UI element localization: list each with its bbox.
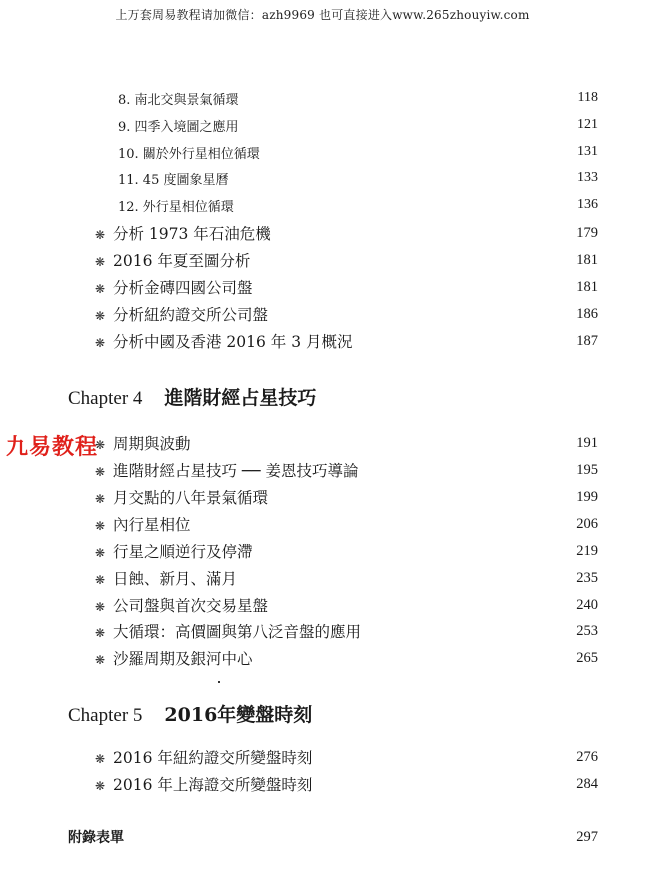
toc-item[interactable]: [95, 274, 598, 300]
header-banner: 上万套周易教程请加微信：azh9969 也可直接进入www.265zhouyiw.com: [115, 8, 530, 22]
toc-item-label: 沙羅周期及銀河中心: [113, 650, 253, 668]
bullet-icon: ❋: [95, 573, 106, 587]
toc-page-number: 253: [576, 622, 598, 639]
chapter-title: 2016年變盤時刻: [164, 704, 313, 726]
toc-item[interactable]: [95, 771, 598, 797]
toc-item[interactable]: [95, 457, 598, 483]
toc-item[interactable]: [95, 618, 598, 644]
toc-page-number: 121: [577, 117, 598, 132]
toc-page-number: 179: [576, 224, 598, 241]
toc-item[interactable]: [95, 538, 598, 564]
toc-item[interactable]: [95, 645, 598, 671]
toc-page-number: 187: [576, 332, 598, 349]
toc-item-label: 日蝕、新月、滿月: [113, 570, 238, 588]
toc-page-number: 195: [576, 461, 598, 478]
chapter-heading[interactable]: [68, 383, 316, 410]
toc-item[interactable]: [95, 484, 598, 510]
chapter-title: 進階財經占星技巧: [164, 387, 317, 409]
toc-page-number: 181: [576, 251, 598, 268]
toc-item-label: 行星之順逆行及停滯: [113, 543, 253, 561]
appendix-label: 附錄表單: [68, 830, 124, 846]
toc-subitem[interactable]: [118, 85, 598, 111]
toc-item-label: 分析中國及香港 2016 年 3 月概況: [113, 333, 353, 351]
bullet-icon: ❋: [95, 255, 106, 269]
bullet-icon: ❋: [95, 465, 106, 479]
toc-item[interactable]: [95, 328, 598, 354]
bullet-icon: ❋: [95, 626, 106, 640]
toc-subitem[interactable]: [118, 165, 598, 191]
toc-page-number: 240: [576, 596, 598, 613]
toc-page-number: 265: [576, 649, 598, 666]
toc-page-number: 235: [576, 569, 598, 586]
toc-item-label: 周期與波動: [113, 435, 191, 453]
toc-item[interactable]: [95, 592, 598, 618]
toc-page-number: 199: [576, 488, 598, 505]
bullet-icon: ❋: [95, 779, 106, 793]
toc-item-label: 分析紐約證交所公司盤: [113, 306, 269, 324]
chapter-number: Chapter 4: [68, 388, 143, 409]
toc-item-label: 分析金磚四國公司盤: [113, 279, 253, 297]
toc-page-number: 284: [576, 775, 598, 792]
chapter-number: Chapter 5: [68, 705, 143, 726]
toc-page-number: 181: [576, 278, 598, 295]
toc-subitem[interactable]: [118, 192, 598, 218]
toc-subitem-label: 9. 四季入境圖之應用: [118, 119, 239, 135]
toc-subitem-label: 11. 45 度圖象星曆: [118, 172, 229, 188]
toc-page-number: 136: [577, 197, 598, 212]
toc-item[interactable]: [95, 220, 598, 246]
bullet-icon: ❋: [95, 752, 106, 766]
toc-item-label: 公司盤與首次交易星盤: [113, 597, 269, 615]
bullet-icon: ❋: [95, 492, 106, 506]
toc-item-label: 大循環：高價圖與第八泛音盤的應用: [113, 623, 362, 641]
toc-item[interactable]: [95, 744, 598, 770]
toc-page-number: 186: [576, 305, 598, 322]
chapter-heading[interactable]: [68, 700, 312, 727]
toc-item[interactable]: [95, 565, 598, 591]
toc-item[interactable]: [95, 511, 598, 537]
toc-subitem-label: 10. 關於外行星相位循環: [118, 146, 260, 162]
toc-item-label: 月交點的八年景氣循環: [113, 489, 269, 507]
bullet-icon: ❋: [95, 282, 106, 296]
toc-appendix[interactable]: [68, 825, 598, 849]
toc-page-number: 297: [576, 828, 598, 845]
watermark-logo: 九易教程: [6, 435, 99, 460]
toc-subitem[interactable]: [118, 112, 598, 138]
bullet-icon: ❋: [95, 438, 106, 452]
toc-item-label: 2016 年夏至圖分析: [113, 252, 251, 270]
bullet-icon: ❋: [95, 546, 106, 560]
bullet-icon: ❋: [95, 309, 106, 323]
toc-page-number: 133: [577, 170, 598, 185]
toc-item[interactable]: [95, 430, 598, 456]
bullet-icon: ❋: [95, 653, 106, 667]
bullet-icon: ❋: [95, 336, 106, 350]
toc-page-number: 276: [576, 748, 598, 765]
bullet-icon: ❋: [95, 519, 106, 533]
toc-item-label: 2016 年紐約證交所變盤時刻: [113, 749, 313, 767]
toc-page-number: 206: [576, 515, 598, 532]
toc-page-number: 191: [576, 434, 598, 451]
toc-subitem[interactable]: [118, 139, 598, 165]
toc-page-number: 131: [577, 144, 598, 159]
toc-item-label: 分析 1973 年石油危機: [113, 225, 271, 243]
stray-dot: [218, 681, 220, 683]
toc-item[interactable]: [95, 301, 598, 327]
toc-page-number: 118: [577, 90, 598, 105]
toc-subitem-label: 12. 外行星相位循環: [118, 199, 234, 215]
toc-subitem-label: 8. 南北交與景氣循環: [118, 92, 239, 108]
toc-item-label: 2016 年上海證交所變盤時刻: [113, 776, 313, 794]
toc-page-number: 219: [576, 542, 598, 559]
bullet-icon: ❋: [95, 228, 106, 242]
toc-item[interactable]: [95, 247, 598, 273]
bullet-icon: ❋: [95, 600, 106, 614]
toc-item-label: 內行星相位: [113, 516, 191, 534]
toc-item-label: 進階財經占星技巧 ── 姜恩技巧導論: [113, 462, 359, 480]
